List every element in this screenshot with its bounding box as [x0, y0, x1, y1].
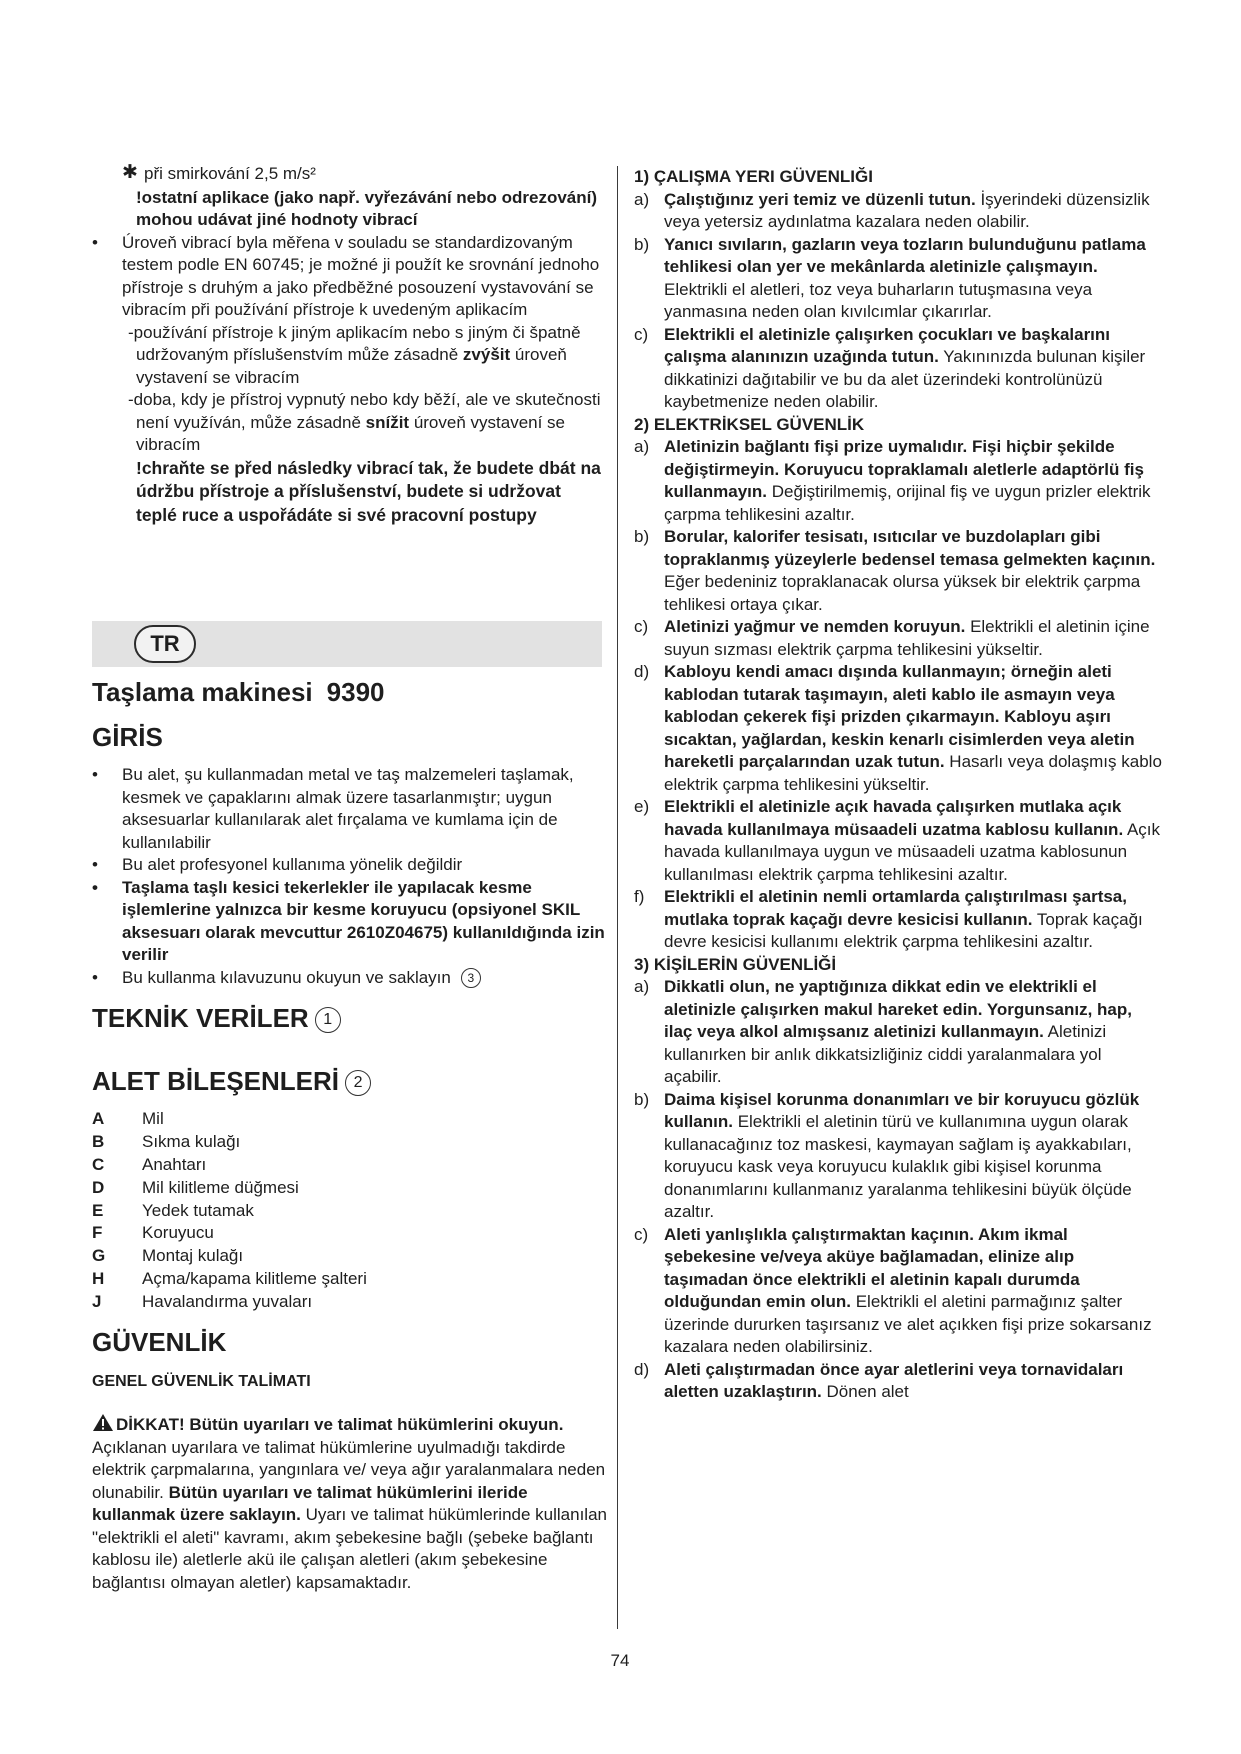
- component-row: C Anahtarı: [92, 1154, 207, 1174]
- component-row: G Montaj kulağı: [92, 1246, 244, 1266]
- warning-triangle-icon: [92, 1413, 114, 1432]
- figure-ref-badge: 3: [461, 968, 481, 988]
- figure-ref-badge: 2: [345, 1070, 371, 1096]
- component-row: H Açma/kapama kilitleme şalteri: [92, 1269, 367, 1289]
- list-item: c) Aleti yanlışlıkla çalıştırmaktan kaçının. Akım ikmal şebekesine ve/veya aküye bağlamadan, elinize alıp taşımadan önce elektrikli el aletinin kapalı durumda olduğundan emin olun. Elektrikli el aletini parmağınız şalter üzerinde dururken taşırsanız ve alet açıkken fişi prize sokarsanız kazalara neden olabilirsiniz.: [634, 1224, 1152, 1356]
- safety-heading: GÜVENLİK: [92, 1327, 227, 1357]
- product-title: [92, 677, 385, 707]
- list-item: • Bu alet profesyonel kullanıma yönelik değildir: [92, 854, 607, 877]
- vibration-sanding-line: [92, 163, 604, 186]
- section-title-electrical: 2) ELEKTRİKSEL GÜVENLİK: [634, 414, 865, 434]
- list-item: c) Elektrikli el aletinizle çalışırken çocukları ve başkalarını çalışma alanınızın uzağında tutun. Yakınınızda bulunan kişiler dikkatinizi dağıtabilir ve bu da alet üzerindeki kontrolünüzü kaybetmenize neden olabilir.: [634, 324, 1146, 411]
- list-item: d) Aleti çalıştırmadan önce ayar aletlerini veya tornavidaları aletten uzaklaştırın. Dönen alet: [634, 1359, 1124, 1401]
- list-item: f) Elektrikli el aletinin nemli ortamlarda çalıştırılması şartsa, mutlaka toprak kaçağı devre kesicisi kullanın. Toprak kaçağı devre kesicisi kullanımı elektrik çarpma tehlikesini azaltır.: [634, 887, 1143, 951]
- tool-components-heading: ALET BİLEŞENLERİ 2: [92, 1070, 371, 1096]
- safety-rules-column: [634, 166, 1162, 1404]
- technical-data-heading: TEKNİK VERİLER 1: [92, 1007, 341, 1033]
- product-name: Taşlama makinesi: [92, 677, 313, 707]
- language-bar: [92, 621, 602, 667]
- column-divider: [617, 166, 618, 1629]
- vibration-increase-note: -používání přístroje k jiným aplikacím nebo s jiným či špatně udržovaným příslušenstvím může zásadně zvýšit úroveň vystavení se vibracím: [128, 322, 581, 387]
- asterisk-icon: ✱: [122, 162, 138, 183]
- model-number: 9390: [326, 677, 385, 707]
- caution-paragraph: DİKKAT! Bütün uyarıları ve talimat hükümlerini okuyun. Açıklanan uyarılara ve talimat hükümlerine uyulmadığı takdirde elektrik çarpmalarına, yangınlara ve/ veya ağır yaralanmalara neden olunabilir. Bütün uyarıları ve talimat hükümlerini ileride kullanmak üzere saklayın. Uyarı ve talimat hükümlerinde kullanılan "elektrikli el aleti" kavramı, akım şebekesine bağlı (şebeke bağlantı kablosu ile) aletlerle akü ile çalışan aletleri (akım şebekesine bağlantısı olmayan aletler) kapsamaktadır.: [92, 1415, 607, 1592]
- czech-vibration-section: [92, 163, 604, 527]
- list-item: d) Kabloyu kendi amacı dışında kullanmayın; örneğin aleti kablodan tutarak taşımayın, aleti kablo ile asmayın veya kablodan çekerek fişi prizden çıkarmayın. Kabloyu aşırı sıcaktan, yağlardan, keskin kenarlı cisimlerden veya aletin hareketli parçalarından uzak tutun. Hasarlı veya dolaşmış kablo elektrik çarpma tehlikesini yükseltir.: [634, 662, 1162, 794]
- component-row: D Mil kilitleme düğmesi: [92, 1177, 299, 1197]
- component-row: A Mil: [92, 1109, 164, 1128]
- vibration-sanding-text: při smirkování 2,5 m/s²: [144, 164, 316, 183]
- vibration-protection-warning: !chraňte se před následky vibrací tak, že budete dbát na údržbu přístroje a příslušenství, budete si udržovat teplé ruce a uspořádáte si své pracovní postupy: [136, 457, 601, 525]
- page-number: 74: [610, 1651, 630, 1670]
- vibration-decrease-note: -doba, kdy je přístroj vypnutý nebo kdy běží, ale ve skutečnosti není využíván, může zásadně snížit úroveň vystavení se vibracím: [128, 390, 601, 454]
- component-row: B Sıkma kulağı: [92, 1131, 241, 1151]
- list-item: a) Dikkatli olun, ne yaptığınıza dikkat edin ve elektrikli el aletinizle çalışırken makul hareket edin. Yorgunsanız, hap, ilaç veya alkol almışsanız aletinizi kullanmayın. Aletinizi kullanırken bir anlık dikkatsizliğiniz ciddi yaralanmalara yol açabilir.: [634, 977, 1132, 1086]
- list-item: • Bu alet, şu kullanmadan metal ve taş malzemeleri taşlamak, kesmek ve çapaklarını almak üzere tasarlanmıştır; uygun aksesuarlar kullanılarak alet fırçalama ve kumlama için de kullanılabilir: [92, 764, 607, 854]
- language-badge: TR: [134, 625, 196, 663]
- component-row: J Havalandırma yuvaları: [92, 1292, 313, 1312]
- vibration-level-bullet: • Úroveň vibrací byla měřena v souladu se standardizovaným testem podle EN 60745; je možné ji použít ke srovnání jednoho přístroje s druhým a jako předběžné posouzení vystavování se vibracím při používání přístroje k uvedeným aplikacím: [92, 232, 604, 322]
- list-item: a) Aletinizin bağlantı fişi prize uymalıdır. Fişi hiçbir şekilde değiştirmeyin. Koruyucu topraklamalı aletlerle adaptörlü fiş kullanmayın. Değiştirilmemiş, orijinal fiş ve uygun prizler elektrik çarpma tehlikesini azaltır.: [634, 437, 1151, 524]
- general-safety-subheading: GENEL GÜVENLİK TALİMATI: [92, 1373, 311, 1390]
- list-item: b) Daima kişisel korunma donanımları ve bir koruyucu gözlük kullanın. Elektrikli el aletinin türü ve kullanımına uygun olarak kullanacağınız toz maskesi, kaymayan sağlam iş ayakkabıları, koruyucu kask veya koruyucu kulaklık gibi kişisel korunma donanımlarını kullanmanız yaralanma tehlikesini büyük ölçüde azaltır.: [634, 1089, 1140, 1221]
- section-title-workplace: 1) ÇALIŞMA YERI GÜVENLIĞI: [634, 167, 873, 186]
- other-applications-note: !ostatní aplikace (jako např. vyřezávání nebo odrezování) mohou udávat jiné hodnoty vibrací: [136, 187, 598, 229]
- components-list: [92, 1108, 492, 1314]
- intro-heading: GİRİS: [92, 722, 163, 752]
- list-item: c) Aletinizi yağmur ve nemden koruyun. Elektrikli el aletinin içine suyun sızması elektrik çarpma tehlikesini yükseltir.: [634, 617, 1150, 659]
- list-item: a) Çalıştığınız yeri temiz ve düzenli tutun. İşyerindeki düzensizlik veya yetersiz aydınlatma kazalara neden olabilir.: [634, 189, 1150, 231]
- list-item: e) Elektrikli el aletinizle açık havada çalışırken mutlaka açık havada kullanılmaya müsaadeli uzatma kablosu kullanın. Açık havada kullanılmaya uygun ve müsaadeli uzatma kablosunun kullanılması elektrik çarpma tehlikesini azaltır.: [634, 797, 1161, 884]
- section-title-personal: 3) KİŞİLERİN GÜVENLİĞİ: [634, 954, 837, 974]
- intro-list: [92, 764, 607, 989]
- figure-ref-badge: 1: [315, 1007, 341, 1033]
- component-row: F Koruyucu: [92, 1223, 214, 1243]
- list-item: • Bu kullanma kılavuzunu okuyun ve saklayın 3: [92, 967, 607, 990]
- list-item: • Taşlama taşlı kesici tekerlekler ile yapılacak kesme işlemlerine yalnızca bir kesme koruyucu (opsiyonel SKIL aksesuarı olarak mevcuttur 2610Z04675) kullanıldığında izin verilir: [92, 877, 607, 967]
- list-item: b) Borular, kalorifer tesisatı, ısıtıcılar ve buzdolapları gibi topraklanmış yüzeylerle bedensel temasa gelmekten kaçının. Eğer bedeniniz topraklanacak olursa yüksek bir elektrik çarpma tehlikesi ortaya çıkar.: [634, 527, 1156, 614]
- list-item: b) Yanıcı sıvıların, gazların veya tozların bulunduğunu patlama tehlikesi olan yer ve mekânlarda aletinizle çalışmayın. Elektrikli el aletleri, toz veya buharların tutuşmasına veya yanmasına neden olan kıvılcımlar çıkarırlar.: [634, 234, 1146, 321]
- component-row: E Yedek tutamak: [92, 1200, 254, 1220]
